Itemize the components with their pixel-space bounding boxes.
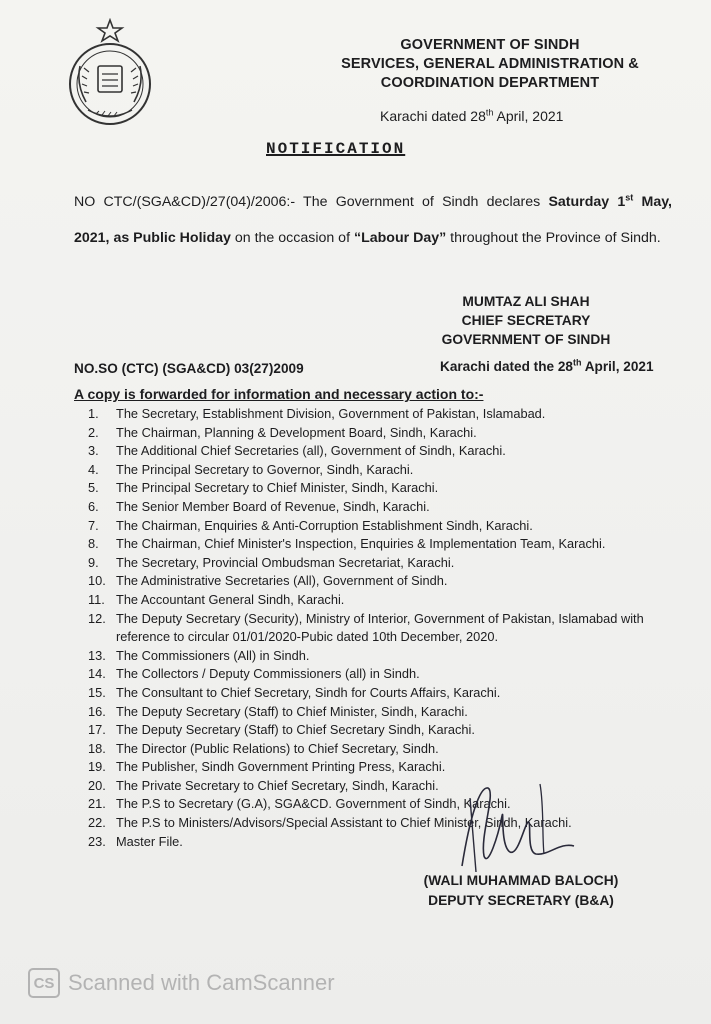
list-item-number: 22.: [88, 815, 106, 831]
list-item-number: 12.: [88, 610, 106, 626]
signatory2-designation: DEPUTY SECRETARY (B&A): [428, 893, 614, 908]
list-item: [88, 572, 688, 591]
endorsement-date-prefix: Karachi dated the 28: [440, 359, 573, 374]
list-item: [88, 591, 688, 610]
list-item-number: 16.: [88, 703, 106, 719]
signatory-designation: CHIEF SECRETARY: [461, 313, 591, 328]
list-item: [88, 479, 688, 498]
chief-secretary-block: [438, 292, 614, 349]
list-item-number: 10.: [88, 573, 106, 589]
list-item-number: 19.: [88, 759, 106, 775]
list-item-number: 4.: [88, 461, 99, 477]
notification-title: NOTIFICATION: [266, 140, 406, 158]
list-item: [88, 665, 688, 684]
list-item-number: 5.: [88, 480, 99, 496]
list-item-text: The Deputy Secretary (Security), Ministry of Interior, Government of Pakistan, Islamabad with reference to circular 01/01/2020-Pubic dated 10th December, 2020.: [116, 610, 644, 645]
list-item: [88, 684, 688, 703]
list-item-text: The P.S to Ministers/Advisors/Special Assistant to Chief Minister, Sindh, Karachi.: [116, 815, 572, 831]
list-item-number: 14.: [88, 666, 106, 682]
list-item-text: The Commissioners (All) in Sindh.: [116, 647, 310, 663]
signatory2-name: (WALI MUHAMMAD BALOCH): [423, 873, 619, 888]
list-item: [88, 424, 688, 443]
notification-end: throughout the Province of Sindh.: [446, 230, 661, 246]
list-item-text: The Secretary, Provincial Ombudsman Secretariat, Karachi.: [116, 554, 455, 570]
list-item-text: The Additional Chief Secretaries (all), Government of Sindh, Karachi.: [116, 443, 506, 459]
list-item-text: The Consultant to Chief Secretary, Sindh for Courts Affairs, Karachi.: [116, 684, 501, 700]
date-superscript: th: [485, 107, 494, 118]
signatory-office: GOVERNMENT OF SINDH: [441, 332, 611, 347]
list-item-number: 17.: [88, 722, 106, 738]
list-item-text: The Deputy Secretary (Staff) to Chief Secretary Sindh, Karachi.: [116, 722, 475, 738]
list-item: [88, 610, 688, 647]
header-line-2: SERVICES, GENERAL ADMINISTRATION &: [341, 56, 639, 72]
list-item-number: 15.: [88, 684, 106, 700]
list-item-text: The Principal Secretary to Governor, Sindh, Karachi.: [116, 461, 414, 477]
holiday-occasion: “Labour Day”: [353, 230, 447, 246]
list-item: [88, 703, 688, 722]
notification-date: [380, 108, 563, 124]
list-item-text: Master File.: [116, 833, 183, 849]
holiday-day-sup: st: [625, 192, 634, 203]
list-item-text: The Administrative Secretaries (All), Government of Sindh.: [116, 573, 448, 589]
signatory-name: MUMTAZ ALI SHAH: [462, 294, 590, 309]
list-item-text: The Collectors / Deputy Commissioners (all) in Sindh.: [116, 666, 420, 682]
date-suffix: April, 2021: [493, 108, 564, 124]
endorsement-date-sup: th: [572, 357, 582, 368]
holiday-day: Saturday 1: [548, 194, 626, 210]
endorsement-number: NO.SO (CTC) (SGA&CD) 03(27)2009: [74, 361, 304, 376]
signature-icon: [440, 776, 600, 876]
endorsement-date-suffix: April, 2021: [581, 359, 654, 374]
list-item-text: The Deputy Secretary (Staff) to Chief Minister, Sindh, Karachi.: [116, 703, 468, 719]
list-item-text: The Chairman, Planning & Development Board, Sindh, Karachi.: [116, 424, 477, 440]
list-item: [88, 498, 688, 517]
notification-body: [74, 184, 672, 256]
list-item-text: The Secretary, Establishment Division, Government of Pakistan, Islamabad.: [116, 406, 546, 421]
watermark-text: Scanned with CamScanner: [68, 970, 335, 995]
list-item: [88, 442, 688, 461]
list-item: [88, 461, 688, 480]
list-item: [88, 758, 688, 777]
list-item-number: 9.: [88, 554, 99, 570]
list-item-number: 20.: [88, 777, 106, 793]
deputy-secretary-block: [408, 871, 634, 911]
list-item-text: The P.S to Secretary (G.A), SGA&CD. Government of Sindh, Karachi.: [116, 796, 511, 812]
endorsement-date: [440, 359, 654, 374]
notification-mid: on the occasion of: [230, 230, 354, 246]
date-prefix: Karachi dated 28: [380, 108, 486, 124]
holiday-date-rest: May, 2021, as Public Holiday: [74, 194, 672, 246]
list-item-text: The Accountant General Sindh, Karachi.: [116, 591, 345, 607]
list-item-text: The Senior Member Board of Revenue, Sindh, Karachi.: [116, 498, 430, 514]
list-item-text: The Chairman, Enquiries & Anti-Corruption Establishment Sindh, Karachi.: [116, 517, 533, 533]
list-item-number: 18.: [88, 740, 106, 756]
list-item-text: The Private Secretary to Chief Secretary, Sindh, Karachi.: [116, 777, 439, 793]
list-item-number: 1.: [88, 406, 99, 421]
list-item-number: 7.: [88, 517, 99, 533]
list-item: [88, 554, 688, 573]
camscanner-watermark: [28, 968, 335, 998]
camscanner-logo-icon: CS: [28, 968, 60, 998]
list-item-number: 8.: [88, 536, 99, 552]
list-item: [88, 721, 688, 740]
list-item-text: The Chairman, Chief Minister's Inspection, Enquiries & Implementation Team, Karachi.: [116, 536, 606, 552]
list-item-text: The Director (Public Relations) to Chief Secretary, Sindh.: [116, 740, 439, 756]
list-item-text: The Principal Secretary to Chief Minister, Sindh, Karachi.: [116, 480, 439, 496]
header-line-3: COORDINATION DEPARTMENT: [380, 75, 600, 91]
department-header: [300, 36, 680, 93]
copy-heading: A copy is forwarded for information and necessary action to:-: [74, 386, 484, 402]
list-item-number: 11.: [88, 591, 105, 607]
list-item: [88, 740, 688, 759]
list-item-number: 13.: [88, 647, 106, 663]
list-item-number: 2.: [88, 424, 99, 440]
list-item-number: 21.: [88, 796, 106, 812]
list-item-text: The Publisher, Sindh Government Printing Press, Karachi.: [116, 759, 446, 775]
header-line-1: GOVERNMENT OF SINDH: [400, 37, 580, 53]
list-item-number: 6.: [88, 498, 99, 514]
list-item-number: 3.: [88, 443, 99, 459]
list-item: [88, 535, 688, 554]
notification-reference: NO CTC/(SGA&CD)/27(04)/2006:- The Government of Sindh declares: [74, 194, 549, 210]
government-seal-icon: [62, 18, 158, 130]
list-item: [88, 647, 688, 666]
list-item: [88, 405, 688, 424]
list-item: [88, 517, 688, 536]
list-item-number: 23.: [88, 833, 106, 849]
